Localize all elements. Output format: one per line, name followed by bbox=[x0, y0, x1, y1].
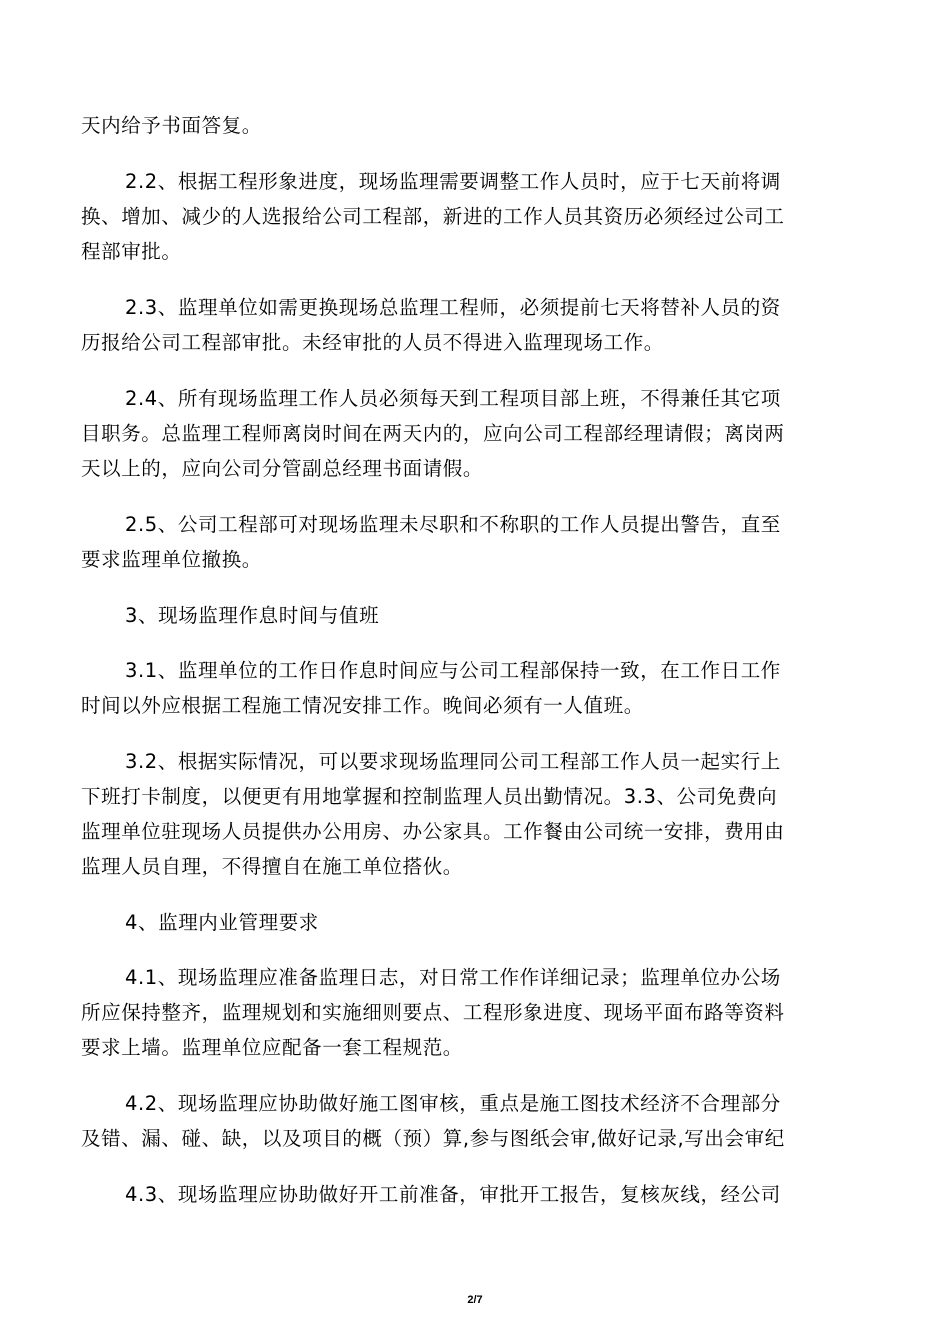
paragraph-line: 4.3、现场监理应协助做好开工前准备，审批开工报告，复核灰线，经公司 bbox=[125, 1183, 781, 1206]
paragraph-line: 3.2、根据实际情况，可以要求现场监理同公司工程部工作人员一起实行上 bbox=[125, 750, 781, 773]
page-number: 2/7 bbox=[467, 1294, 483, 1306]
paragraph-line: 2.4、所有现场监理工作人员必须每天到工程项目部上班，不得兼任其它项 bbox=[125, 387, 781, 410]
paragraph-line: 要求监理单位撤换。 bbox=[81, 548, 262, 571]
paragraph-line: 换、增加、减少的人选报给公司工程部，新进的工作人员其资历必须经过公司工 bbox=[81, 205, 785, 228]
paragraph-line: 4.1、现场监理应准备监理日志，对日常工作作详细记录；监理单位办公场 bbox=[125, 966, 781, 989]
paragraph-line: 所应保持整齐，监理规划和实施细则要点、工程形象进度、现场平面布路等资料 bbox=[81, 1001, 785, 1024]
paragraph-line: 时间以外应根据工程施工情况安排工作。晚间必须有一人值班。 bbox=[81, 694, 644, 717]
paragraph-line: 2.5、公司工程部可对现场监理未尽职和不称职的工作人员提出警告，直至 bbox=[125, 513, 781, 536]
paragraph-line: 监理人员自理，不得擅自在施工单位搭伙。 bbox=[81, 855, 463, 878]
paragraph-line: 历报给公司工程部审批。未经审批的人员不得进入监理现场工作。 bbox=[81, 331, 664, 354]
paragraph-line: 2.3、监理单位如需更换现场总监理工程师，必须提前七天将替补人员的资 bbox=[125, 296, 781, 319]
paragraph-line: 目职务。总监理工程师离岗时间在两天内的，应向公司工程部经理请假；离岗两 bbox=[81, 422, 785, 445]
paragraph-line: 天内给予书面答复。 bbox=[81, 114, 262, 137]
section-heading: 4、监理内业管理要求 bbox=[125, 911, 319, 934]
paragraph-line: 4.2、现场监理应协助做好施工图审核，重点是施工图技术经济不合理部分 bbox=[125, 1092, 781, 1115]
paragraph-line: 要求上墙。监理单位应配备一套工程规范。 bbox=[81, 1036, 463, 1059]
paragraph-line: 3.1、监理单位的工作日作息时间应与公司工程部保持一致，在工作日工作 bbox=[125, 659, 781, 682]
paragraph-line: 2.2、根据工程形象进度，现场监理需要调整工作人员时，应于七天前将调 bbox=[125, 170, 781, 193]
paragraph-line: 下班打卡制度，以便更有用地掌握和控制监理人员出勤情况。3.3、公司免费向 bbox=[81, 785, 778, 808]
paragraph-line: 监理单位驻现场人员提供办公用房、办公家具。工作餐由公司统一安排，费用由 bbox=[81, 820, 785, 843]
paragraph-line: 及错、漏、碰、缺，以及项目的概（预）算,参与图纸会审,做好记录,写出会审纪 bbox=[81, 1127, 785, 1150]
paragraph-line: 天以上的，应向公司分管副总经理书面请假。 bbox=[81, 457, 484, 480]
section-heading: 3、现场监理作息时间与值班 bbox=[125, 604, 380, 627]
paragraph-line: 程部审批。 bbox=[81, 240, 182, 263]
